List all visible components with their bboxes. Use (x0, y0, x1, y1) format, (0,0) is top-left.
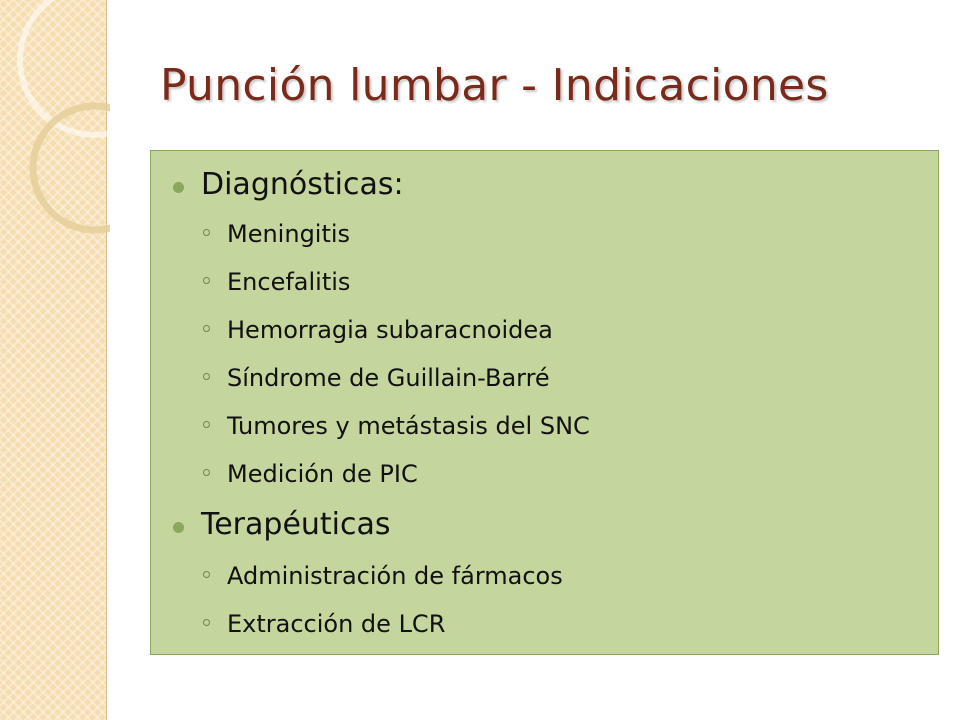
filled-bullet-icon (173, 182, 184, 193)
ring-bullet-icon (203, 571, 210, 578)
decorative-circles (0, 0, 110, 260)
filled-bullet-icon (173, 522, 184, 533)
ring-bullet-icon (203, 619, 210, 626)
list-item-text: Síndrome de Guillain-Barré (227, 364, 550, 392)
ring-bullet-icon (203, 325, 210, 332)
section-heading-text: Terapéuticas (201, 507, 391, 542)
list-item-text: Administración de fármacos (227, 562, 563, 590)
section-heading-text: Diagnósticas: (201, 167, 404, 202)
list-item-text: Medición de PIC (227, 460, 418, 488)
ring-bullet-icon (203, 229, 210, 236)
ring-bullet-icon (203, 469, 210, 476)
list-item-text: Hemorragia subaracnoidea (227, 316, 553, 344)
slide-title: Punción lumbar - Indicaciones (160, 60, 829, 111)
list-item-text: Meningitis (227, 220, 351, 248)
list-item-text: Tumores y metástasis del SNC (227, 412, 590, 440)
list-item-text: Extracción de LCR (227, 610, 446, 638)
ring-bullet-icon (203, 277, 210, 284)
content-box (150, 150, 939, 655)
list-item-text: Encefalitis (227, 268, 351, 296)
ring-bullet-icon (203, 373, 210, 380)
ring-bullet-icon (203, 421, 210, 428)
